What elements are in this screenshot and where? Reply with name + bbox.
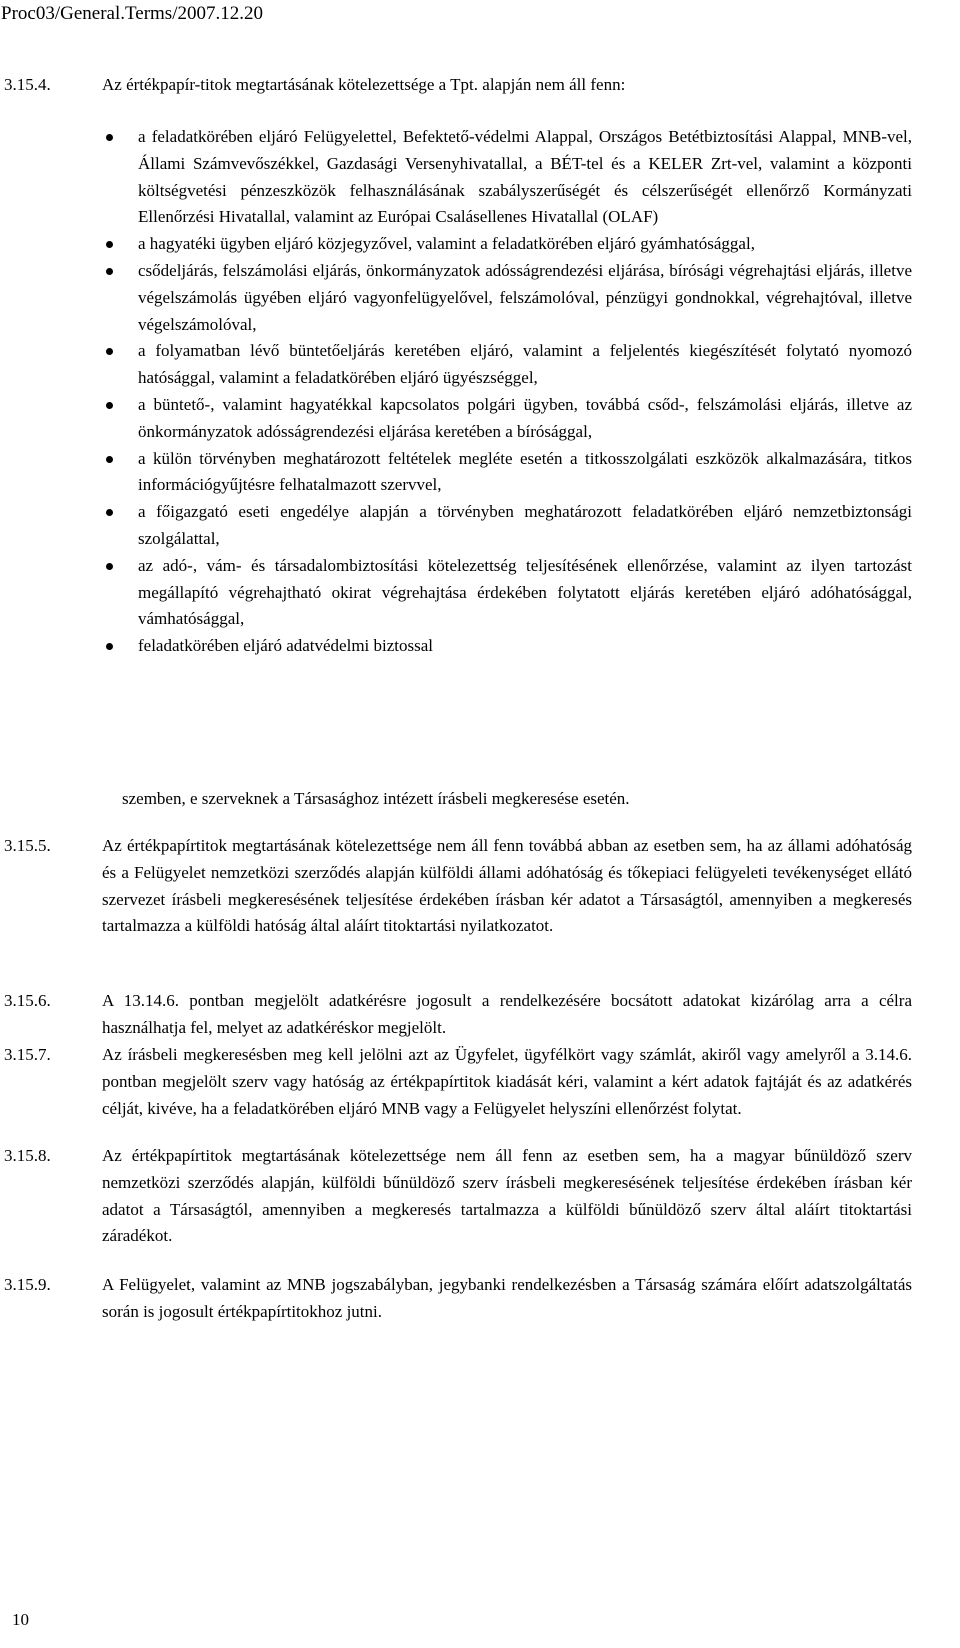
- section-number: 3.15.6.: [4, 991, 51, 1010]
- section-3-15-7: [4, 1042, 912, 1122]
- section-3-15-4: [4, 72, 912, 99]
- list-item-text: a feladatkörében eljáró Felügyelettel, Befektető-védelmi Alappal, Országos Betétbiztosítási Alappal, MNB-vel, Állami Számvevőszékkel, Gazdasági Versenyhivatallal, a BÉT-tel és a KELER Zrt-vel, valamint a központi költségvetési pénzeszközök felhasználásának szabályszerűségét és célszerűségét ellenőrző Kormányzati Ellenőrzési Hivatallal, valamint az Európai Csalásellenes Hivatallal (OLAF): [138, 127, 912, 227]
- section-text: Az írásbeli megkeresésben meg kell jelölni azt az Ügyfelet, ügyfélkört vagy számlát, akiről vagy amelyről a 3.14.6. pontban megjelölt szerv vagy hatóság az értékpapírtitok kiadását kéri, valamint a kért adatok fajtáját és az adatkérés célját, kivéve, ha a feladatkörében eljáró MNB vagy a Felügyelet helyszíni ellenőrzést folytat.: [102, 1045, 912, 1118]
- section-number: 3.15.9.: [4, 1275, 51, 1294]
- list-item-text: a folyamatban lévő büntetőeljárás keretében eljáró, valamint a feljelentés kiegészítését folytató nyomozó hatósággal, valamint a feladatkörében eljáró ügyészséggel,: [138, 341, 912, 388]
- list-item: [138, 258, 912, 338]
- page-header: Proc03/General.Terms/2007.12.20: [1, 3, 263, 24]
- bullet-icon: [106, 509, 113, 516]
- list-item-text: az adó-, vám- és társadalombiztosítási kötelezettség teljesítésének ellenőrzése, valamint az ilyen tartozást megállapító végrehajtható okirat végrehajtása érdekében folytatott eljárás keretében eljáró adóhatósággal, vámhatósággal,: [138, 555, 912, 629]
- section-number: 3.15.8.: [4, 1146, 51, 1165]
- bullet-icon: [106, 268, 113, 275]
- bullet-icon: [106, 643, 113, 650]
- list-item: [138, 392, 912, 446]
- list-item: [138, 338, 912, 392]
- section-text: A Felügyelet, valamint az MNB jogszabályban, jegybanki rendelkezésben a Társaság számára előírt adatszolgáltatás során is jogosult értékpapírtitokhoz jutni.: [102, 1275, 912, 1321]
- list-item-text: a külön törvényben meghatározott feltételek megléte esetén a titkosszolgálati eszközök alkalmazására, titkos információgyűjtésre felhatalmazott szervvel,: [138, 448, 912, 495]
- bullet-icon: [106, 348, 113, 355]
- list-item-text: csődeljárás, felszámolási eljárás, önkormányzatok adósságrendezési eljárása, bírósági végrehajtási eljárás, illetve végelszámolás ügyében eljáró vagyonfelügyelővel, felszámolóval, pénzügyi gondnokkal, végrehajtóval, illetve végelszámolóval,: [138, 260, 912, 334]
- list-item: [138, 553, 912, 633]
- list-item: [138, 446, 912, 500]
- list-item: [138, 231, 912, 258]
- bullet-icon: [106, 134, 113, 141]
- closing-line: szemben, e szerveknek a Társasághoz intézett írásbeli megkeresése esetén.: [122, 789, 630, 808]
- list-item-text: a büntető-, valamint hagyatékkal kapcsolatos polgári ügyben, továbbá csőd-, felszámolási eljárás, illetve az önkormányzatok adósságrendezési eljárása keretében a bírósággal,: [138, 394, 912, 441]
- section-3-15-5: [4, 833, 912, 940]
- page-number: 10: [12, 1610, 29, 1629]
- section-number: 3.15.5.: [4, 836, 51, 855]
- list-item-text: feladatkörében eljáró adatvédelmi biztossal: [138, 636, 434, 656]
- section-number: 3.15.4.: [4, 75, 51, 94]
- list-item-text: a főigazgató eseti engedélye alapján a törvényben meghatározott feladatkörében eljáró nemzetbiztonsági szolgálattal,: [138, 502, 912, 548]
- bullet-list: [138, 124, 912, 660]
- section-number: 3.15.7.: [4, 1045, 51, 1064]
- bullet-icon: [106, 402, 113, 409]
- list-item: [138, 499, 912, 553]
- bullet-icon: [106, 563, 113, 570]
- list-item-text: a hagyatéki ügyben eljáró közjegyzővel, valamint a feladatkörében eljáró gyámhatósággal,: [138, 234, 755, 254]
- list-item: [138, 124, 912, 231]
- section-3-15-6: [4, 988, 912, 1042]
- bullet-icon: [106, 241, 113, 248]
- section-3-15-8: [4, 1143, 912, 1250]
- bullet-icon: [106, 456, 113, 463]
- section-text: A 13.14.6. pontban megjelölt adatkérésre jogosult a rendelkezésére bocsátott adatokat kizárólag arra a célra használhatja fel, melyet az adatkéréskor megjelölt.: [102, 991, 912, 1037]
- section-text: Az értékpapírtitok megtartásának kötelezettsége nem áll fenn továbbá abban az esetben sem, ha az állami adóhatóság és a Felügyelet nemzetközi szerződés alapján külföldi állami adóhatóság és tőkepiaci felügyeleti tevékenységet ellátó szervezet írásbeli megkeresésének teljesítése érdekében írásban kér adatot a Társaságtól, amennyiben a megkeresés tartalmazza a külföldi hatóság által aláírt titoktartási nyilatkozatot.: [102, 836, 912, 936]
- section-text: Az értékpapírtitok megtartásának kötelezettsége nem áll fenn az esetben sem, ha a magyar bűnüldöző szerv nemzetközi szerződés alapján, külföldi bűnüldöző szerv írásbeli megkeresésének teljesítése érdekében írásban kér adatot a Társaságtól, amennyiben a megkeresés tartalmazza a külföldi bűnüldöző szerv által aláírt titoktartási záradékot.: [102, 1146, 912, 1246]
- section-3-15-9: [4, 1272, 912, 1326]
- list-item: [138, 633, 912, 660]
- section-text: Az értékpapír-titok megtartásának kötelezettsége a Tpt. alapján nem áll fenn:: [102, 75, 626, 94]
